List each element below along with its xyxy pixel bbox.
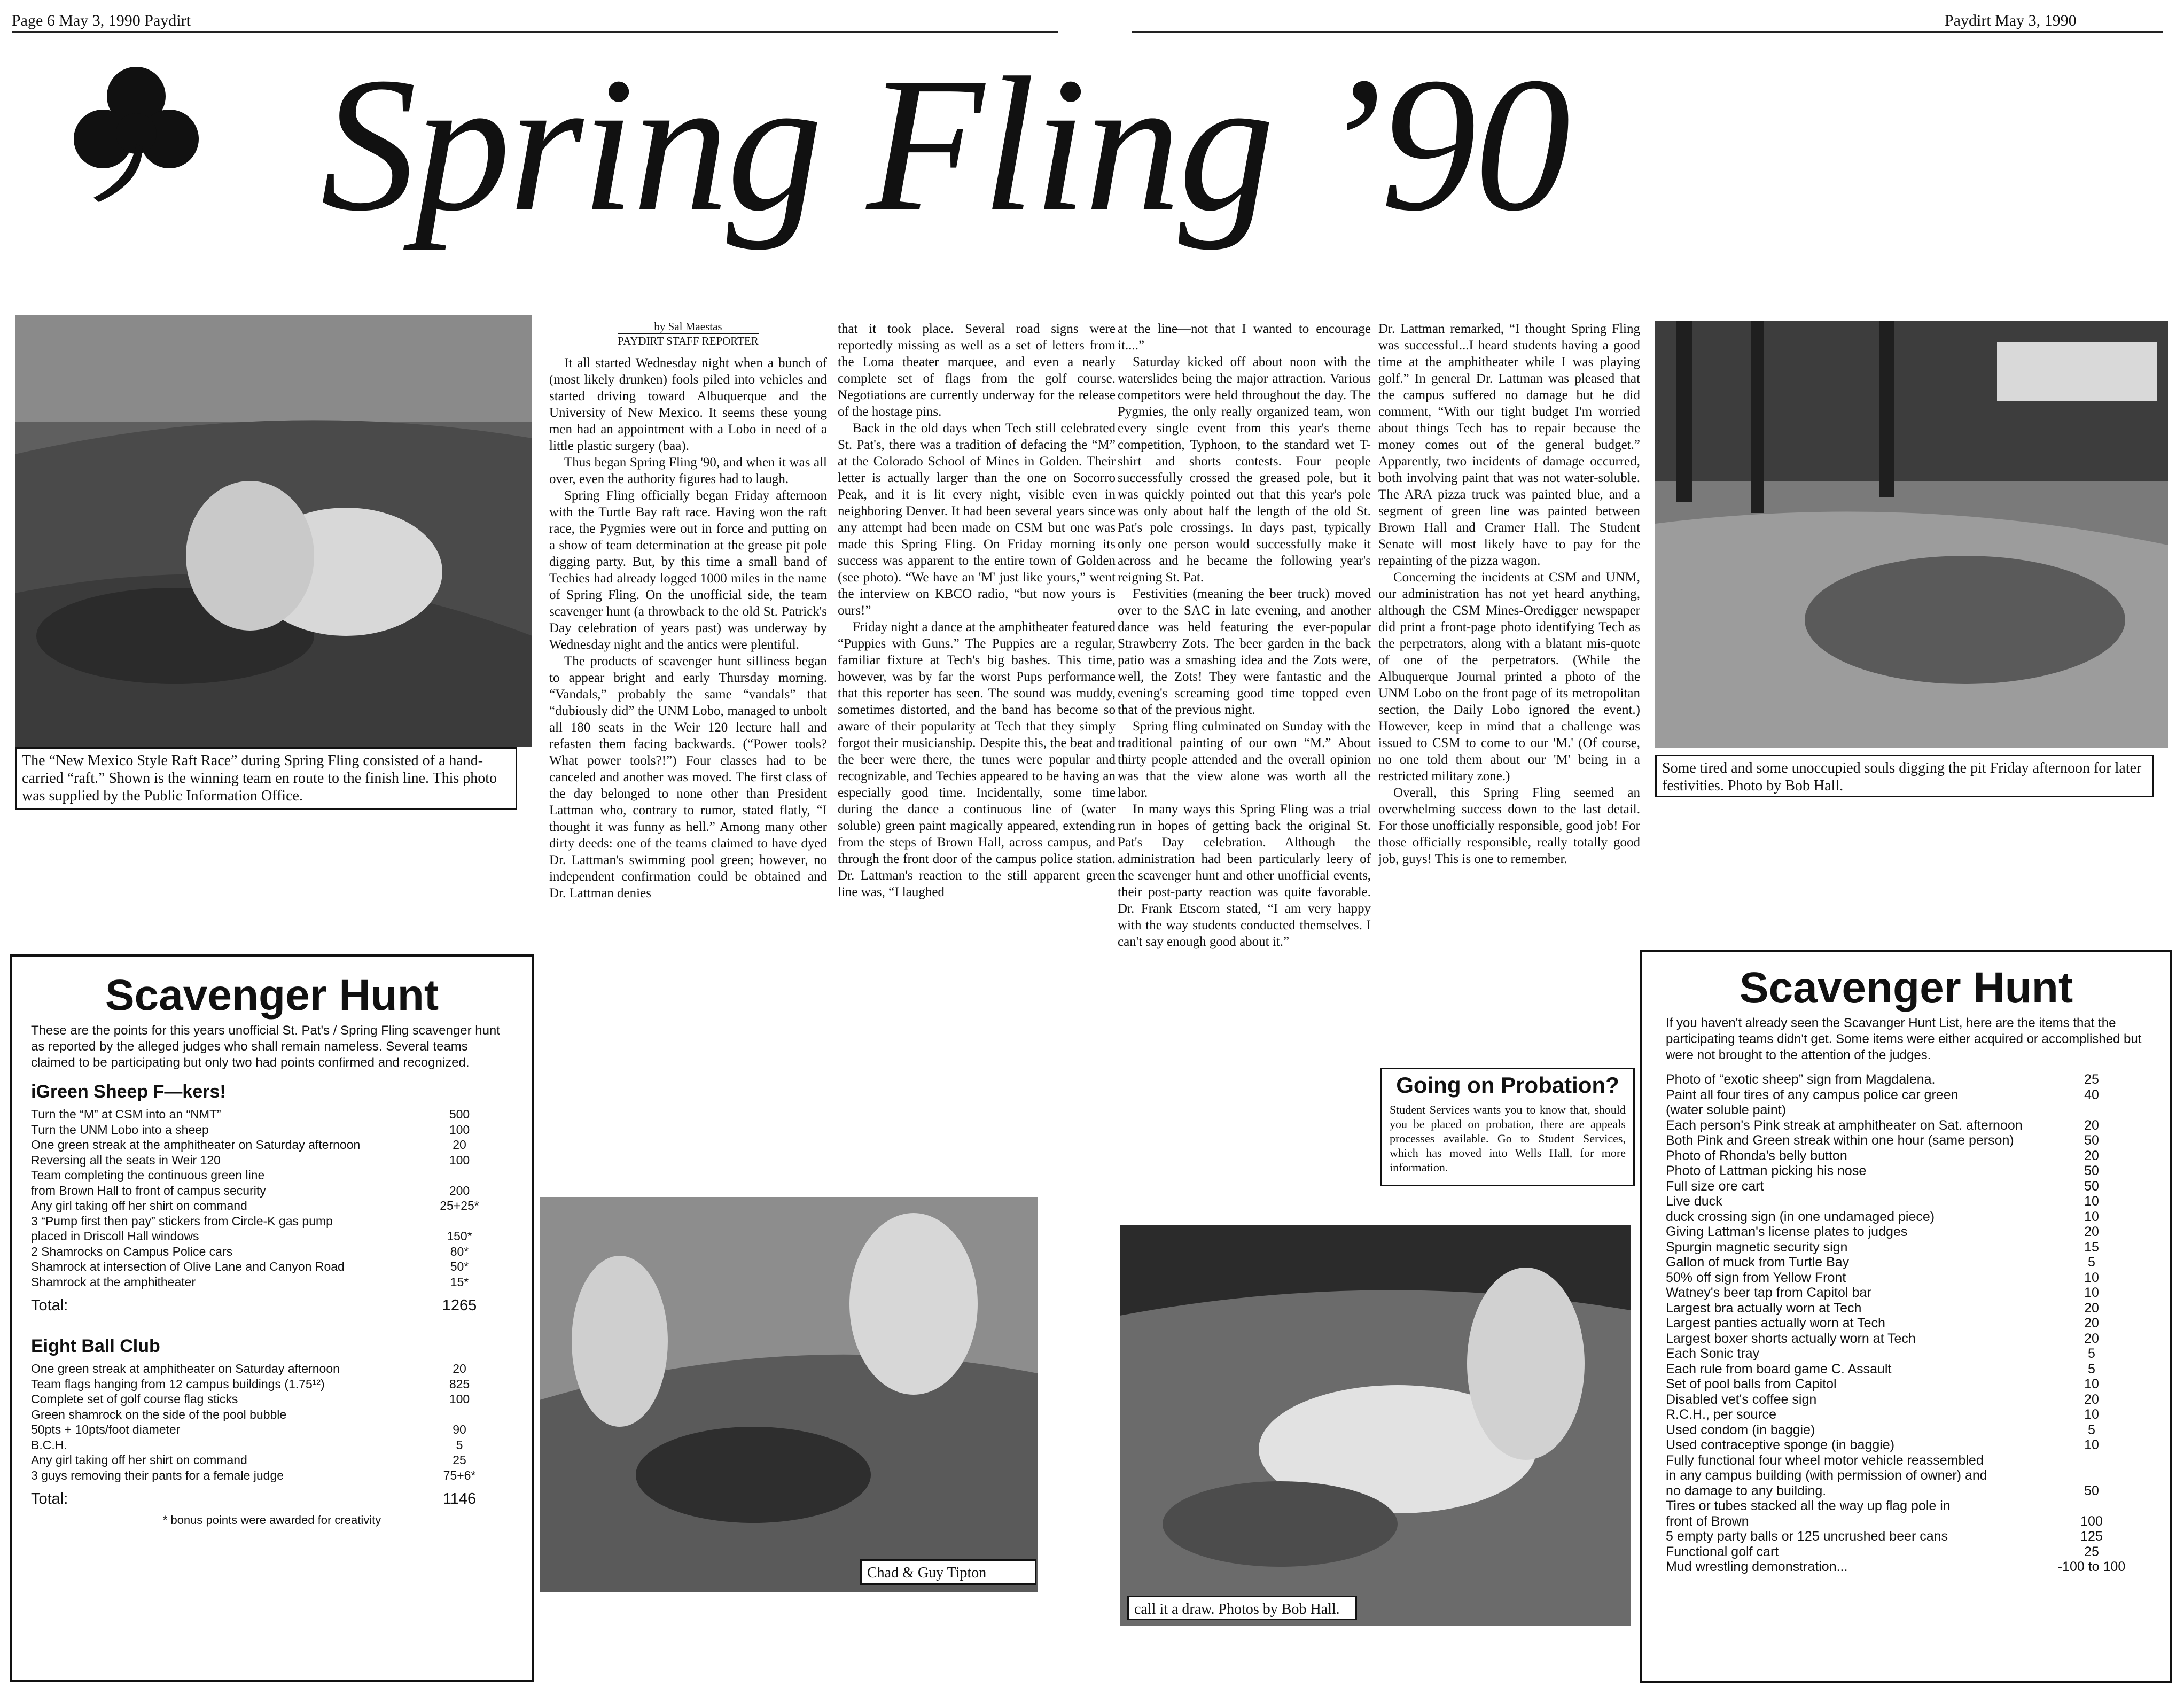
item-description: Functional golf cart xyxy=(1666,1544,1779,1559)
item-description: 50% off sign from Yellow Front xyxy=(1666,1270,1846,1285)
item-description: Giving Lattman's license plates to judges xyxy=(1666,1224,1908,1239)
item-description: Spurgin magnetic security sign xyxy=(1666,1239,1848,1255)
article-paragraph: Thus began Spring Fling '90, and when it was all over, even the authority figures had to laugh. xyxy=(549,455,827,486)
item-points xyxy=(2030,1102,2153,1118)
item-points: 825 xyxy=(449,1377,470,1391)
item-description: Turn the “M” at CSM into an “NMT” xyxy=(31,1107,221,1121)
item-points: 50 xyxy=(2084,1133,2099,1148)
list-item xyxy=(1666,1392,2153,1408)
item-points: 10 xyxy=(2084,1437,2099,1452)
item-description: Largest panties actually worn at Tech xyxy=(1666,1316,1885,1331)
item-points xyxy=(2030,1453,2153,1468)
item-points: 15 xyxy=(2084,1239,2099,1255)
list-item xyxy=(31,1274,513,1290)
item-description: 2 Shamrocks on Campus Police cars xyxy=(31,1244,233,1258)
article-paragraph: Friday night a dance at the amphitheater featured “Puppies with Guns.” The Puppies are a regular, familiar fixture at Tech's big bashes. This time, however, was by far the worst Pups performance that this reporter has seen. The sound was muddy, sometimes distorted, and the band has become so aware of their popularity at Tech that they simply forgot their musicianship. Despite this, the beat and the beer were there, the tunes were popular and recognizable, and Techies appeared to be having an especially good time. Incidentally, some time during the dance a continuous line of (water soluble) green paint magically appeared, extending from the steps of Brown Hall, across campus, and through the front door of the campus police station. Dr. Lattman's reaction to the still apparent green line was, “I laughed xyxy=(838,620,1116,899)
probation-notice xyxy=(1380,1068,1635,1186)
scavenger-hunt-list-intro: If you haven't already seen the Scavanger Hunt List, here are the items that the participating teams didn't get. Some items were either acquired or accomplished but were not brought to the attention of the judges. xyxy=(1666,1016,2142,1062)
article-paragraph: Concerning the incidents at CSM and UNM, our administration has not yet heard anything, although the CSM Mines-Oredigger newspaper did print a front-page photo identifying Tech as the perpetrators, along with a blatant mis-quote of one of the perpetrators. (While the Albuquerque Journal printed a photo of the UNM Lobo on the front page of its metropolitan section, the Daily Lobo ignored the event.) However, keep in mind that a challenge was issued to CSM to come to our 'M.' (Of course, no one told them about our 'M' being in a restricted military zone.) xyxy=(1378,570,1640,783)
item-description: no damage to any building. xyxy=(1666,1483,1827,1498)
scavenger-hunt-list-box xyxy=(1640,950,2172,1683)
list-item xyxy=(1666,1498,2153,1514)
list-item xyxy=(31,1153,513,1168)
left-folio: Page 6 May 3, 1990 Paydirt xyxy=(12,12,191,29)
item-description: duck crossing sign (in one undamaged piece) xyxy=(1666,1209,1935,1224)
right-folio: Paydirt May 3, 1990 xyxy=(1945,12,2077,29)
list-item xyxy=(31,1391,513,1407)
article-column-3 xyxy=(1118,321,1371,950)
item-description: Largest boxer shorts actually worn at Tech xyxy=(1666,1331,1916,1346)
raft-race-photo xyxy=(15,315,532,747)
list-item xyxy=(31,1229,513,1244)
item-description: Shamrock at the amphitheater xyxy=(31,1274,196,1289)
team-name-green-sheep: iGreen Sheep F—kers! xyxy=(31,1082,226,1102)
item-points: 25+25* xyxy=(440,1199,479,1212)
item-points: 90 xyxy=(453,1422,466,1436)
item-points: 5 xyxy=(456,1437,463,1452)
article-paragraph: Overall, this Spring Fling seemed an overwhelming success down to the last detail. For those unofficially responsible, good job! For those officially responsible, really totally good job, guys! This is one to remember. xyxy=(1378,786,1640,866)
item-description: Mud wrestling demonstration... xyxy=(1666,1559,1848,1574)
list-item xyxy=(1666,1255,2153,1270)
item-description: Photo of “exotic sheep” sign from Magdalena. xyxy=(1666,1072,1936,1087)
item-description: 50pts + 10pts/foot diameter xyxy=(31,1422,181,1436)
item-points: 80* xyxy=(450,1244,469,1258)
item-description: Gallon of muck from Turtle Bay xyxy=(1666,1255,1850,1270)
probation-body: Student Services wants you to know that, should you be placed on probation, there are appeals processes available. Go to Student Services, which has moved into Wells Hall, for more information. xyxy=(1390,1103,1626,1174)
scavenger-hunt-title: Scavenger Hunt xyxy=(105,971,439,1020)
item-description: 3 guys removing their pants for a female judge xyxy=(31,1468,284,1482)
item-points: 5 xyxy=(2088,1361,2095,1377)
item-points: 50 xyxy=(2084,1163,2099,1178)
list-item xyxy=(31,1437,513,1453)
list-item xyxy=(1666,1437,2153,1453)
list-item xyxy=(1666,1163,2153,1179)
item-points: 10 xyxy=(2084,1194,2099,1209)
article-paragraph: The products of scavenger hunt silliness began to appear bright and early Thursday morning. “Vandals,” probably the same “vandals” that “dubiously did” the UNM Lobo, managed to unbolt all 180 seats in the Weir 120 lecture hall and refasten them facing backwards. (“Power tools? What power tools?!”) Four classes had to be canceled and another was moved. The first class of the day belonged to none other than President Lattman who, contrary to rumor, stated flatly, “I thought it was funny as hell.” Among many other dirty deeds: one of the teams claimed to have dyed Dr. Lattman's swimming pool green; however, no independent confirmation could be obtained and Dr. Lattman denies xyxy=(549,654,827,900)
list-item xyxy=(1666,1362,2153,1377)
list-item xyxy=(1666,1270,2153,1286)
item-description: Photo of Lattman picking his nose xyxy=(1666,1163,1867,1178)
list-item xyxy=(1666,1468,2153,1483)
call-it-a-draw-photo xyxy=(1120,1225,1631,1626)
item-description: Green shamrock on the side of the pool bubble xyxy=(31,1407,287,1421)
item-description: Reversing all the seats in Weir 120 xyxy=(31,1153,221,1167)
list-item xyxy=(31,1137,513,1153)
item-description: placed in Driscoll Hall windows xyxy=(31,1229,199,1243)
byline xyxy=(549,321,827,347)
list-item xyxy=(1666,1209,2153,1225)
team-eight-ball-total: Total: 1146 xyxy=(31,1490,477,1507)
item-description: Photo of Rhonda's belly button xyxy=(1666,1148,1847,1163)
item-description: Team flags hanging from 12 campus buildings (1.75¹²) xyxy=(31,1377,325,1391)
item-points: -100 to 100 xyxy=(2057,1559,2126,1574)
item-description: Tires or tubes stacked all the way up flag pole in xyxy=(1666,1498,1951,1513)
list-item xyxy=(1666,1422,2153,1438)
item-points: 5 xyxy=(2088,1346,2095,1361)
item-points: 20 xyxy=(2084,1331,2099,1346)
item-description: One green streak at the amphitheater on Saturday afternoon xyxy=(31,1138,361,1152)
list-item xyxy=(1666,1559,2153,1575)
list-item xyxy=(1666,1453,2153,1468)
item-description: Any girl taking off her shirt on command xyxy=(31,1453,247,1467)
right-header-rule xyxy=(1132,31,2163,33)
byline-title: PAYDIRT STAFF REPORTER xyxy=(618,333,758,347)
page-headline: Spring Fling ’90 xyxy=(321,37,1569,251)
item-points: 20 xyxy=(453,1362,466,1375)
team-green-sheep-list xyxy=(12,1107,532,1289)
item-points: 5 xyxy=(2088,1422,2095,1437)
pit-digging-photo xyxy=(1655,321,2168,748)
team-green-sheep-total: Total: 1265 xyxy=(31,1297,477,1314)
article-paragraph: In many ways this Spring Fling was a trial run in hopes of getting back the original St. Pat's Day celebration. Although the administration had been particularly leery of the scavenger hunt and other unofficial events, their post-party reaction was quite favorable. Dr. Frank Etscorn stated, “I am very happy with the way students conducted themselves. I can't say enough good about it.” xyxy=(1118,802,1371,949)
list-item xyxy=(31,1214,513,1229)
article-paragraph: Festivities (meaning the beer truck) moved over to the SAC in late evening, and another dance was held featuring the ever-popular Strawberry Zots. The beer garden in the back patio was a smashing idea and the Zots were, well, the Zots! They were fantastic and the evening's screaming good time topped even that of the previous night. xyxy=(1118,587,1371,717)
item-points xyxy=(406,1407,513,1422)
item-description: Paint all four tires of any campus police car green xyxy=(1666,1087,1959,1102)
item-points: 125 xyxy=(2080,1529,2103,1544)
list-item xyxy=(1666,1133,2153,1148)
crowd-photo xyxy=(540,1197,1038,1592)
draw-photo-caption: call it a draw. Photos by Bob Hall. xyxy=(1127,1596,1357,1620)
article-paragraph: Spring Fling officially began Friday afternoon with the Turtle Bay raft race. Having won the raft race, the Pygmies were out in force and putting on a show of team determination at the grease pit pole digging party. But, by this time a small band of Techies had already logged 1000 miles in the name of Spring Fling. On the unofficial side, the team scavenger hunt (a throwback to the old St. Patrick's Day celebration of years past) was underway by Wednesday night and the antics were plentiful. xyxy=(549,488,827,652)
article-paragraph: Saturday kicked off about noon with the waterslides being the major attraction. Various competitors were held throughout the day. The Pygmies, the only really organized team, won every single event from this year's theme competition, Typhoon, to the standard wet T-shirt and shorts contests. Four people successfully crossed the greased pole, but it was quickly pointed out that this year's pole was only about half the length of the old St. Pat's pole crossings. In days past, typically only one person would successfully make it across and he became the following year's reigning St. Pat. xyxy=(1118,355,1371,585)
item-description: Turn the UNM Lobo into a sheep xyxy=(31,1122,209,1137)
list-item xyxy=(31,1452,513,1468)
item-description: Any girl taking off her shirt on command xyxy=(31,1199,247,1212)
item-points: 20 xyxy=(2084,1148,2099,1163)
item-description: Used condom (in baggie) xyxy=(1666,1422,1815,1437)
item-description: Largest bra actually worn at Tech xyxy=(1666,1300,1862,1316)
byline-author: by Sal Maestas xyxy=(654,320,722,333)
article-paragraph: Dr. Lattman remarked, “I thought Spring Fling was successful...I heard students having a good time at the amphitheater while I was playing golf.” In general Dr. Lattman was pleased that the campus suffered no damage but he did comment, “With our tight budget I'm worried about things Tech has to repair because the money comes out of the general budget.” Apparently, two incidents of damage occurred, both involving paint that was not water-soluble. The ARA pizza truck was painted blue, and a segment of green line was painted between Brown Hall and Cramer Hall. The Student Senate will most likely have to pay for the repainting of the pizza wagon. xyxy=(1378,322,1640,568)
scavenger-hunt-intro: These are the points for this years unofficial St. Pat's / Spring Fling scavenger hunt as reported by the alleged judges who shall remain nameless. Several teams claimed to be participating but only two had points confirmed and recognized. xyxy=(31,1023,500,1070)
unclaimed-items-list xyxy=(1642,1072,2170,1575)
shamrock-icon xyxy=(72,64,200,203)
item-points xyxy=(2030,1468,2153,1483)
article-paragraph: Back in the old days when Tech still celebrated St. Pat's, there was a tradition of defacing the “M” at the Colorado School of Mines in Golden. Their letter is actually larger than the one on Socorro Peak, and it is lit every night, visible even in neighboring Denver. It had been several years since any attempt had been made on CSM but one was made this Spring Fling. On Friday morning its success was apparent to the entire town of Golden (see photo). “We have an 'M' just like yours,” went the interview on KBCO radio, “but now yours is ours!” xyxy=(838,421,1116,618)
list-item xyxy=(1666,1514,2153,1529)
item-description: in any campus building (with permission of owner) and xyxy=(1666,1468,1987,1483)
item-description: One green streak at amphitheater on Saturday afternoon xyxy=(31,1362,340,1375)
article-paragraph: at the line—not that I wanted to encourage it....” xyxy=(1118,322,1371,353)
item-description: Shamrock at intersection of Olive Lane and Canyon Road xyxy=(31,1259,345,1273)
item-description: R.C.H., per source xyxy=(1666,1407,1777,1422)
item-points: 10 xyxy=(2084,1209,2099,1224)
item-description: Each person's Pink streak at amphitheater on Sat. afternoon xyxy=(1666,1117,2023,1133)
item-description: Complete set of golf course flag sticks xyxy=(31,1392,238,1406)
list-item xyxy=(1666,1148,2153,1164)
item-description: from Brown Hall to front of campus security xyxy=(31,1183,266,1198)
item-points: 20 xyxy=(2084,1117,2099,1133)
item-description: Disabled vet's coffee sign xyxy=(1666,1391,1817,1407)
item-description: Set of pool balls from Capitol xyxy=(1666,1377,1837,1391)
item-points: 500 xyxy=(449,1107,470,1121)
item-description: front of Brown xyxy=(1666,1513,1749,1529)
item-points: 25 xyxy=(2084,1544,2099,1559)
item-points: 25 xyxy=(453,1453,466,1467)
list-item xyxy=(1666,1179,2153,1194)
item-points: 10 xyxy=(2084,1407,2099,1422)
item-description: B.C.H. xyxy=(31,1437,67,1452)
item-points: 100 xyxy=(449,1392,470,1406)
scavenger-hunt-list-title: Scavenger Hunt xyxy=(1739,963,2073,1012)
list-item xyxy=(31,1377,513,1392)
item-description: Live duck xyxy=(1666,1194,1722,1209)
item-description: Team completing the continuous green line xyxy=(31,1168,265,1182)
item-points: 100 xyxy=(449,1122,470,1137)
list-item xyxy=(1666,1072,2153,1087)
item-points: 50* xyxy=(450,1259,469,1273)
item-description: Used contraceptive sponge (in baggie) xyxy=(1666,1437,1895,1452)
list-item xyxy=(1666,1544,2153,1560)
item-points: 10 xyxy=(2084,1285,2099,1300)
list-item xyxy=(1666,1102,2153,1118)
list-item xyxy=(1666,1316,2153,1331)
scavenger-hunt-scores-box xyxy=(10,954,534,1682)
probation-title: Going on Probation? xyxy=(1396,1072,1619,1098)
list-item xyxy=(31,1407,513,1422)
list-item xyxy=(31,1244,513,1259)
item-description: (water soluble paint) xyxy=(1666,1102,1787,1117)
list-item xyxy=(1666,1346,2153,1362)
item-description: 3 “Pump first then pay” stickers from Circle-K gas pump xyxy=(31,1214,333,1228)
item-points: 150* xyxy=(447,1229,472,1243)
list-item xyxy=(1666,1118,2153,1133)
article-column-4 xyxy=(1378,321,1640,867)
list-item xyxy=(31,1107,513,1122)
article-paragraph: that it took place. Several road signs were reportedly missing as well as a set of letters from the Loma theater marquee, and even a nearly complete set of flags from the golf course. Negotiations are currently underway for the release of the hostage pins. xyxy=(838,322,1116,419)
item-points: 20 xyxy=(2084,1224,2099,1239)
list-item xyxy=(31,1168,513,1183)
item-points: 20 xyxy=(2084,1316,2099,1331)
item-description: Watney's beer tap from Capitol bar xyxy=(1666,1285,1871,1300)
item-points: 10 xyxy=(2084,1270,2099,1285)
item-points: 20 xyxy=(2084,1391,2099,1407)
pit-photo-caption: Some tired and some unoccupied souls digging the pit Friday afternoon for later festivities. Photo by Bob Hall. xyxy=(1655,755,2154,797)
item-points: 50 xyxy=(2084,1483,2099,1498)
list-item xyxy=(31,1183,513,1199)
item-points xyxy=(406,1214,513,1229)
item-points xyxy=(406,1168,513,1183)
item-points: 50 xyxy=(2084,1178,2099,1194)
list-item xyxy=(1666,1285,2153,1301)
crowd-photo-caption: Chad & Guy Tipton xyxy=(860,1559,1036,1585)
list-item xyxy=(1666,1377,2153,1392)
list-item xyxy=(1666,1194,2153,1209)
team-name-eight-ball: Eight Ball Club xyxy=(31,1336,160,1356)
list-item xyxy=(1666,1331,2153,1347)
item-points: 200 xyxy=(449,1183,470,1198)
item-points: 40 xyxy=(2084,1087,2099,1102)
list-item xyxy=(31,1122,513,1138)
item-points: 25 xyxy=(2084,1072,2099,1087)
list-item xyxy=(31,1361,513,1377)
item-description: Each Sonic tray xyxy=(1666,1346,1760,1361)
article-paragraph: It all started Wednesday night when a bunch of (most likely drunken) fools piled into vehicles and started driving toward Albuquerque and the University of New Mexico. It seems these young men had an appointment with a Lobo in need of a little plastic surgery (baa). xyxy=(549,356,827,453)
list-item xyxy=(1666,1407,2153,1422)
list-item xyxy=(1666,1529,2153,1544)
item-description: Both Pink and Green streak within one hour (same person) xyxy=(1666,1133,2014,1148)
item-description: Fully functional four wheel motor vehicle reassembled xyxy=(1666,1452,1984,1468)
article-column-2 xyxy=(838,321,1116,900)
item-description: 5 empty party balls or 125 uncrushed beer cans xyxy=(1666,1529,1948,1544)
list-item xyxy=(1666,1240,2153,1255)
article-paragraph: Spring fling culminated on Sunday with the traditional painting of our own “M.” About thirty people attended and the overall opinion was that the view alone was worth all the labor. xyxy=(1118,719,1371,800)
list-item xyxy=(31,1422,513,1437)
item-points: 20 xyxy=(2084,1300,2099,1316)
item-points: 75+6* xyxy=(443,1468,476,1482)
item-points: 20 xyxy=(453,1138,466,1152)
item-description: Each rule from board game C. Assault xyxy=(1666,1361,1892,1377)
item-points: 100 xyxy=(2080,1513,2103,1529)
item-points xyxy=(2030,1498,2153,1514)
item-description: Full size ore cart xyxy=(1666,1178,1764,1194)
team-eight-ball-list xyxy=(12,1361,532,1483)
list-item xyxy=(31,1259,513,1274)
raft-photo-caption: The “New Mexico Style Raft Race” during Spring Fling consisted of a hand-carried “raft.” Shown is the winning team en route to the finish line. This photo was supplied by the Public Information Office. xyxy=(15,747,517,810)
list-item xyxy=(31,1468,513,1483)
item-points: 100 xyxy=(449,1153,470,1167)
list-item xyxy=(31,1198,513,1214)
item-points: 5 xyxy=(2088,1255,2095,1270)
item-points: 15* xyxy=(450,1274,469,1289)
article-column-1 xyxy=(549,321,827,901)
list-item xyxy=(1666,1087,2153,1103)
bonus-note: * bonus points were awarded for creativity xyxy=(162,1513,381,1527)
list-item xyxy=(1666,1301,2153,1316)
list-item xyxy=(1666,1483,2153,1499)
left-header-rule xyxy=(12,31,1058,33)
item-points: 10 xyxy=(2084,1377,2099,1391)
list-item xyxy=(1666,1224,2153,1240)
